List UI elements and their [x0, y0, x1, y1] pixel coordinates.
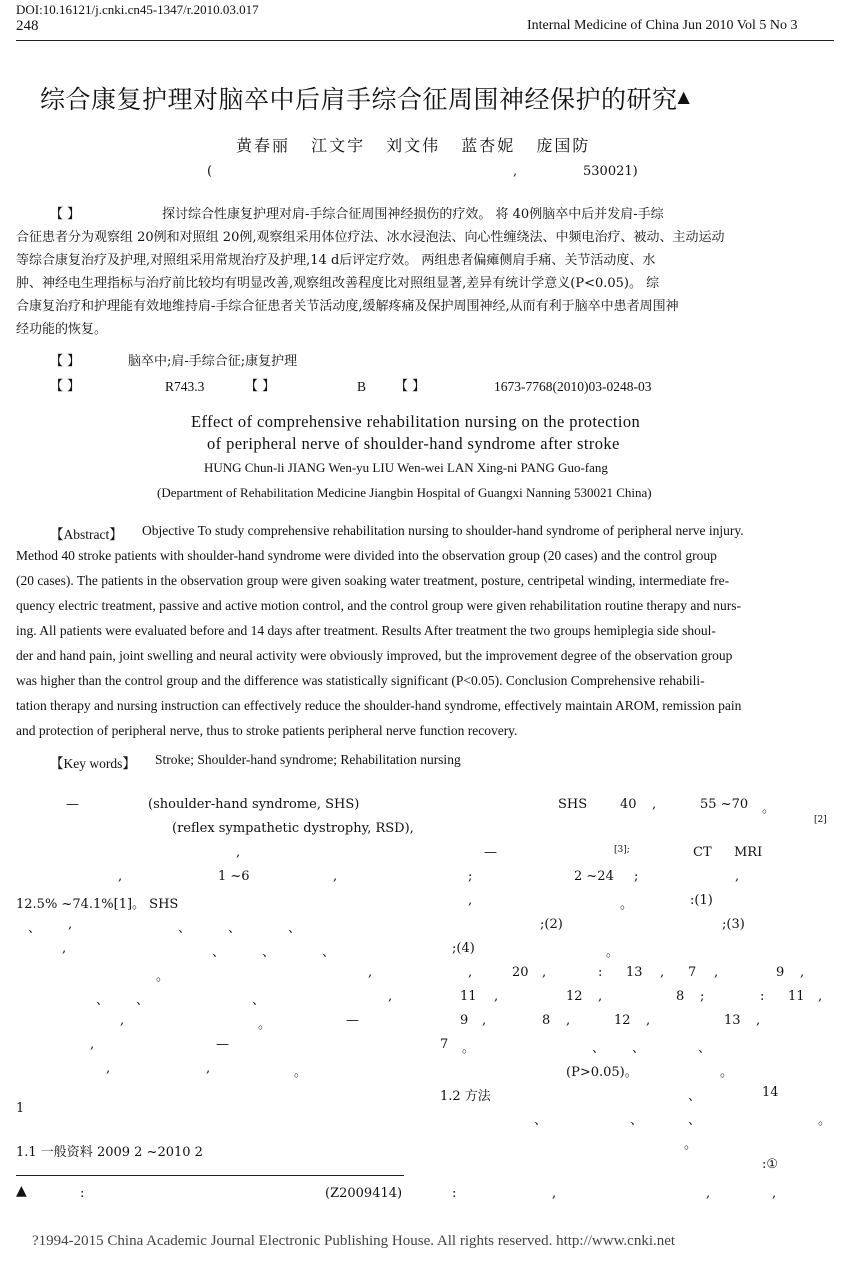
body-text-fragment: —	[216, 1037, 229, 1052]
title-en-line2: of peripheral nerve of shoulder-hand syndrome after stroke	[207, 434, 620, 453]
affiliation-comma: ,	[513, 164, 518, 179]
body-text-fragment: 、	[96, 993, 110, 1008]
body-text-fragment: ,	[368, 965, 373, 980]
body-text-fragment: 1.2 方法	[440, 1089, 491, 1104]
body-text-fragment: ,	[706, 1186, 711, 1201]
body-text-fragment: :	[80, 1186, 85, 1201]
abstract-zh-line: 探讨综合性康复护理对肩-手综合征周围神经损伤的疗效。 将 40例脑卒中后并发肩-手综	[162, 207, 664, 222]
abstract-en-line: Method 40 stroke patients with shoulder-hand syndrome were divided into the observation group (20 cases) and the control group	[16, 548, 717, 563]
clc-number: R743.3	[165, 379, 205, 394]
body-text-fragment: —	[484, 845, 497, 860]
authors-en: HUNG Chun-li JIANG Wen-yu LIU Wen-wei LAN Xing-ni PANG Guo-fang	[204, 460, 608, 475]
body-text-fragment: (shoulder-hand syndrome, SHS)	[148, 797, 360, 812]
body-text-fragment: ,	[542, 965, 547, 980]
body-text-fragment: 20	[512, 965, 529, 980]
footnote-mark: ▲	[16, 1183, 27, 1199]
body-text-fragment: ,	[772, 1186, 777, 1201]
abstract-en-line: ing. All patients were evaluated before and 14 days after treatment. Results After treatment the two groups hemiplegia side shoul-	[16, 623, 716, 638]
body-text-fragment: ,	[206, 1061, 211, 1076]
body-text-fragment: [2]	[814, 815, 827, 825]
body-text-fragment: 、	[688, 1113, 702, 1128]
body-text-fragment: 、	[632, 1041, 646, 1056]
body-text-fragment: ,	[552, 1186, 557, 1201]
body-text-fragment: 、	[178, 921, 192, 936]
body-text-fragment: 。	[462, 1041, 476, 1056]
body-text-fragment: 、	[698, 1041, 712, 1056]
body-text-fragment: ,	[90, 1037, 95, 1052]
body-text-fragment: :	[760, 989, 765, 1004]
body-text-fragment: ,	[494, 989, 499, 1004]
body-text-fragment: 、	[136, 993, 150, 1008]
body-text-fragment: 12	[614, 1013, 631, 1028]
body-text-fragment: ;	[700, 989, 705, 1004]
keywords-zh-bracket: 【 】	[50, 354, 81, 369]
body-text-fragment: ,	[566, 1013, 571, 1028]
body-text-fragment: 14	[762, 1085, 779, 1100]
body-text-fragment: 。	[294, 1065, 308, 1080]
body-text-fragment: ;(2)	[540, 917, 563, 932]
keywords-en-label: 【Key words】	[50, 756, 136, 771]
abstract-zh-line: 肿、神经电生理指标与治疗前比较均有明显改善,观察组改善程度比对照组显著,差异有统计学意义(P<0.05)。 综	[16, 276, 660, 291]
body-text-fragment: ,	[333, 869, 338, 884]
abstract-en-line: (20 cases). The patients in the observation group were given soaking water treatment, posture, centripetal winding, intermediate fre-	[16, 573, 730, 588]
body-text-fragment: 8	[676, 989, 685, 1004]
body-text-fragment: ,	[652, 797, 657, 812]
body-text-fragment: 、	[288, 921, 302, 936]
abstract-zh-bracket: 【 】	[50, 207, 81, 222]
body-text-fragment: ;(4)	[452, 941, 475, 956]
body-text-fragment: 13	[724, 1013, 741, 1028]
affiliation-postcode: 530021)	[583, 164, 638, 179]
body-text-fragment: 、	[262, 945, 276, 960]
abstract-en-line: der and hand pain, joint swelling and neural activity were obviously improved, but the improvement degree of the observation group	[16, 648, 733, 663]
body-text-fragment: :①	[762, 1157, 779, 1172]
body-text-fragment: 。	[720, 1065, 734, 1080]
body-text-fragment: ,	[714, 965, 719, 980]
title-fund-mark: ▲	[677, 87, 691, 106]
abstract-en-line: and protection of peripheral nerve, thus to stroke patients peripheral nerve function recovery.	[16, 723, 518, 738]
body-text-fragment: ,	[818, 989, 823, 1004]
title-en-line1: Effect of comprehensive rehabilitation nursing on the protection	[191, 412, 641, 431]
body-text-fragment: ,	[598, 989, 603, 1004]
body-text-fragment: ,	[106, 1061, 111, 1076]
header-rule	[16, 40, 834, 41]
abstract-zh-line: 合征患者分为观察组 20例和对照组 20例,观察组采用体位疗法、冰水浸泡法、向心性缠绕法、中频电治疗、被动、主动运动	[16, 230, 725, 245]
body-text-fragment: 12.5% ~74.1%[1]。 SHS	[16, 897, 179, 912]
body-text-fragment: 1 ~6	[218, 869, 250, 884]
affiliation-open: (	[207, 164, 213, 179]
keywords-zh: 脑卒中;肩-手综合征;康复护理	[128, 354, 298, 369]
abstract-en-line: Objective To study comprehensive rehabilitation nursing to shoulder-hand syndrome of peripheral nerve injury.	[142, 523, 744, 538]
body-text-fragment: 13	[626, 965, 643, 980]
body-text-fragment: ,	[388, 989, 393, 1004]
body-text-fragment: ;	[468, 869, 473, 884]
body-text-fragment: 11	[460, 989, 477, 1004]
body-text-fragment: ,	[68, 917, 73, 932]
body-text-fragment: 。	[620, 897, 634, 912]
title-zh-text: 综合康复护理对脑卒中后肩手综合征周围神经保护的研究	[40, 85, 678, 114]
abstract-zh-line: 合康复治疗和护理能有效地维持肩-手综合征患者关节活动度,缓解疼痛及保护周围神经,从而有利于脑卒中患者周围神	[16, 299, 679, 314]
affiliation-en: (Department of Rehabilitation Medicine Jiangbin Hospital of Guangxi Nanning 530021 China)	[157, 485, 652, 500]
copyright-footer: ?1994-2015 China Academic Journal Electronic Publishing House. All rights reserved. http://www.cnki.net	[32, 1233, 676, 1249]
body-text-fragment: 7	[688, 965, 697, 980]
body-text-fragment: ,	[646, 1013, 651, 1028]
body-text-fragment: (Z2009414)	[325, 1186, 403, 1201]
body-text-fragment: 55 ~70	[700, 797, 749, 812]
body-text-fragment: 。	[156, 969, 170, 984]
body-text-fragment: ,	[468, 893, 473, 908]
journal-header: Internal Medicine of China Jun 2010 Vol 5 No 3	[527, 18, 798, 33]
body-text-fragment: ,	[800, 965, 805, 980]
abstract-en-line: was higher than the control group and the difference was statistically significant (P<0.05). Conclusion Comprehensive rehabili-	[16, 673, 705, 688]
body-text-fragment: 。	[606, 945, 620, 960]
abstract-zh-line: 经功能的恢复。	[16, 322, 108, 337]
body-text-fragment: 、	[534, 1113, 548, 1128]
body-text-fragment: 、	[228, 921, 242, 936]
body-text-fragment: ,	[236, 845, 241, 860]
doc-code: B	[357, 379, 367, 394]
body-text-fragment: (reflex sympathetic dystrophy, RSD),	[172, 821, 414, 836]
body-text-fragment: 。	[684, 1137, 698, 1152]
body-text-fragment: ,	[62, 941, 67, 956]
body-text-fragment: 2 ~24	[574, 869, 614, 884]
abstract-en-label: 【Abstract】	[50, 527, 123, 542]
body-text-fragment: 、	[252, 993, 266, 1008]
body-text-fragment: 、	[592, 1041, 606, 1056]
body-text-fragment: 、	[688, 1089, 702, 1104]
abstract-zh-line: 等综合康复治疗及护理,对照组采用常规治疗及护理,14 d后评定疗效。 两组患者偏瘫侧肩手痛、关节活动度、水	[16, 253, 656, 268]
body-text-fragment: :(1)	[690, 893, 713, 908]
body-text-fragment: 11	[788, 989, 805, 1004]
body-text-fragment: 40	[620, 797, 637, 812]
authors-zh: 黄春丽 江文宇 刘文伟 蓝杏妮 庞国防	[236, 136, 591, 155]
abstract-en-line: tation therapy and nursing instruction can effectively reduce the shoulder-hand syndrome, effectively maintain AROM, remission pain	[16, 698, 742, 713]
body-text-fragment: —	[66, 797, 79, 812]
body-text-fragment: :	[452, 1186, 457, 1201]
body-text-fragment: 1.1 一般资料 2009 2 ~2010 2	[16, 1145, 203, 1160]
body-text-fragment: ,	[118, 869, 123, 884]
body-text-fragment: 、	[322, 945, 336, 960]
body-text-fragment: ,	[468, 965, 473, 980]
body-text-fragment: 9	[776, 965, 785, 980]
body-text-fragment: MRI	[734, 845, 763, 860]
body-text-fragment: ;	[634, 869, 639, 884]
body-text-fragment: ,	[120, 1013, 125, 1028]
clc-bracket: 【 】	[50, 379, 81, 394]
body-text-fragment: —	[346, 1013, 359, 1028]
body-text-fragment: [3];	[614, 845, 630, 855]
body-text-fragment: 7	[440, 1037, 449, 1052]
body-text-fragment: 12	[566, 989, 583, 1004]
keywords-en: Stroke; Shoulder-hand syndrome; Rehabilitation nursing	[155, 752, 461, 767]
body-text-fragment: ,	[660, 965, 665, 980]
body-text-fragment: ;(3)	[722, 917, 745, 932]
footnote-rule	[16, 1175, 404, 1176]
title-zh	[40, 80, 690, 116]
body-text-fragment: :	[598, 965, 603, 980]
doc-code-bracket: 【 】	[245, 379, 276, 394]
body-text-fragment: ,	[756, 1013, 761, 1028]
body-text-fragment: SHS	[558, 797, 588, 812]
body-text-fragment: ,	[735, 869, 740, 884]
body-text-fragment: 。	[258, 1017, 272, 1032]
body-text-fragment: 9	[460, 1013, 469, 1028]
body-text-fragment: 。	[818, 1113, 832, 1128]
body-text-fragment: ,	[482, 1013, 487, 1028]
page-number: 248	[16, 18, 39, 34]
body-text-fragment: 、	[28, 921, 42, 936]
article-id: 1673-7768(2010)03-0248-03	[494, 379, 652, 394]
article-id-bracket: 【 】	[395, 379, 426, 394]
body-text-fragment: (P>0.05)。	[566, 1065, 638, 1080]
doi-line: DOI:10.16121/j.cnki.cn45-1347/r.2010.03.017	[16, 2, 259, 17]
abstract-en-line: quency electric treatment, passive and active motion control, and the control group were given rehabilitation routine therapy and nurs-	[16, 598, 741, 613]
body-text-fragment: 8	[542, 1013, 551, 1028]
body-text-fragment: 、	[630, 1113, 644, 1128]
body-text-fragment: CT	[693, 845, 712, 860]
body-text-fragment: 。	[762, 801, 776, 816]
body-text-fragment: 、	[212, 945, 226, 960]
body-text-fragment: 1	[16, 1101, 25, 1116]
